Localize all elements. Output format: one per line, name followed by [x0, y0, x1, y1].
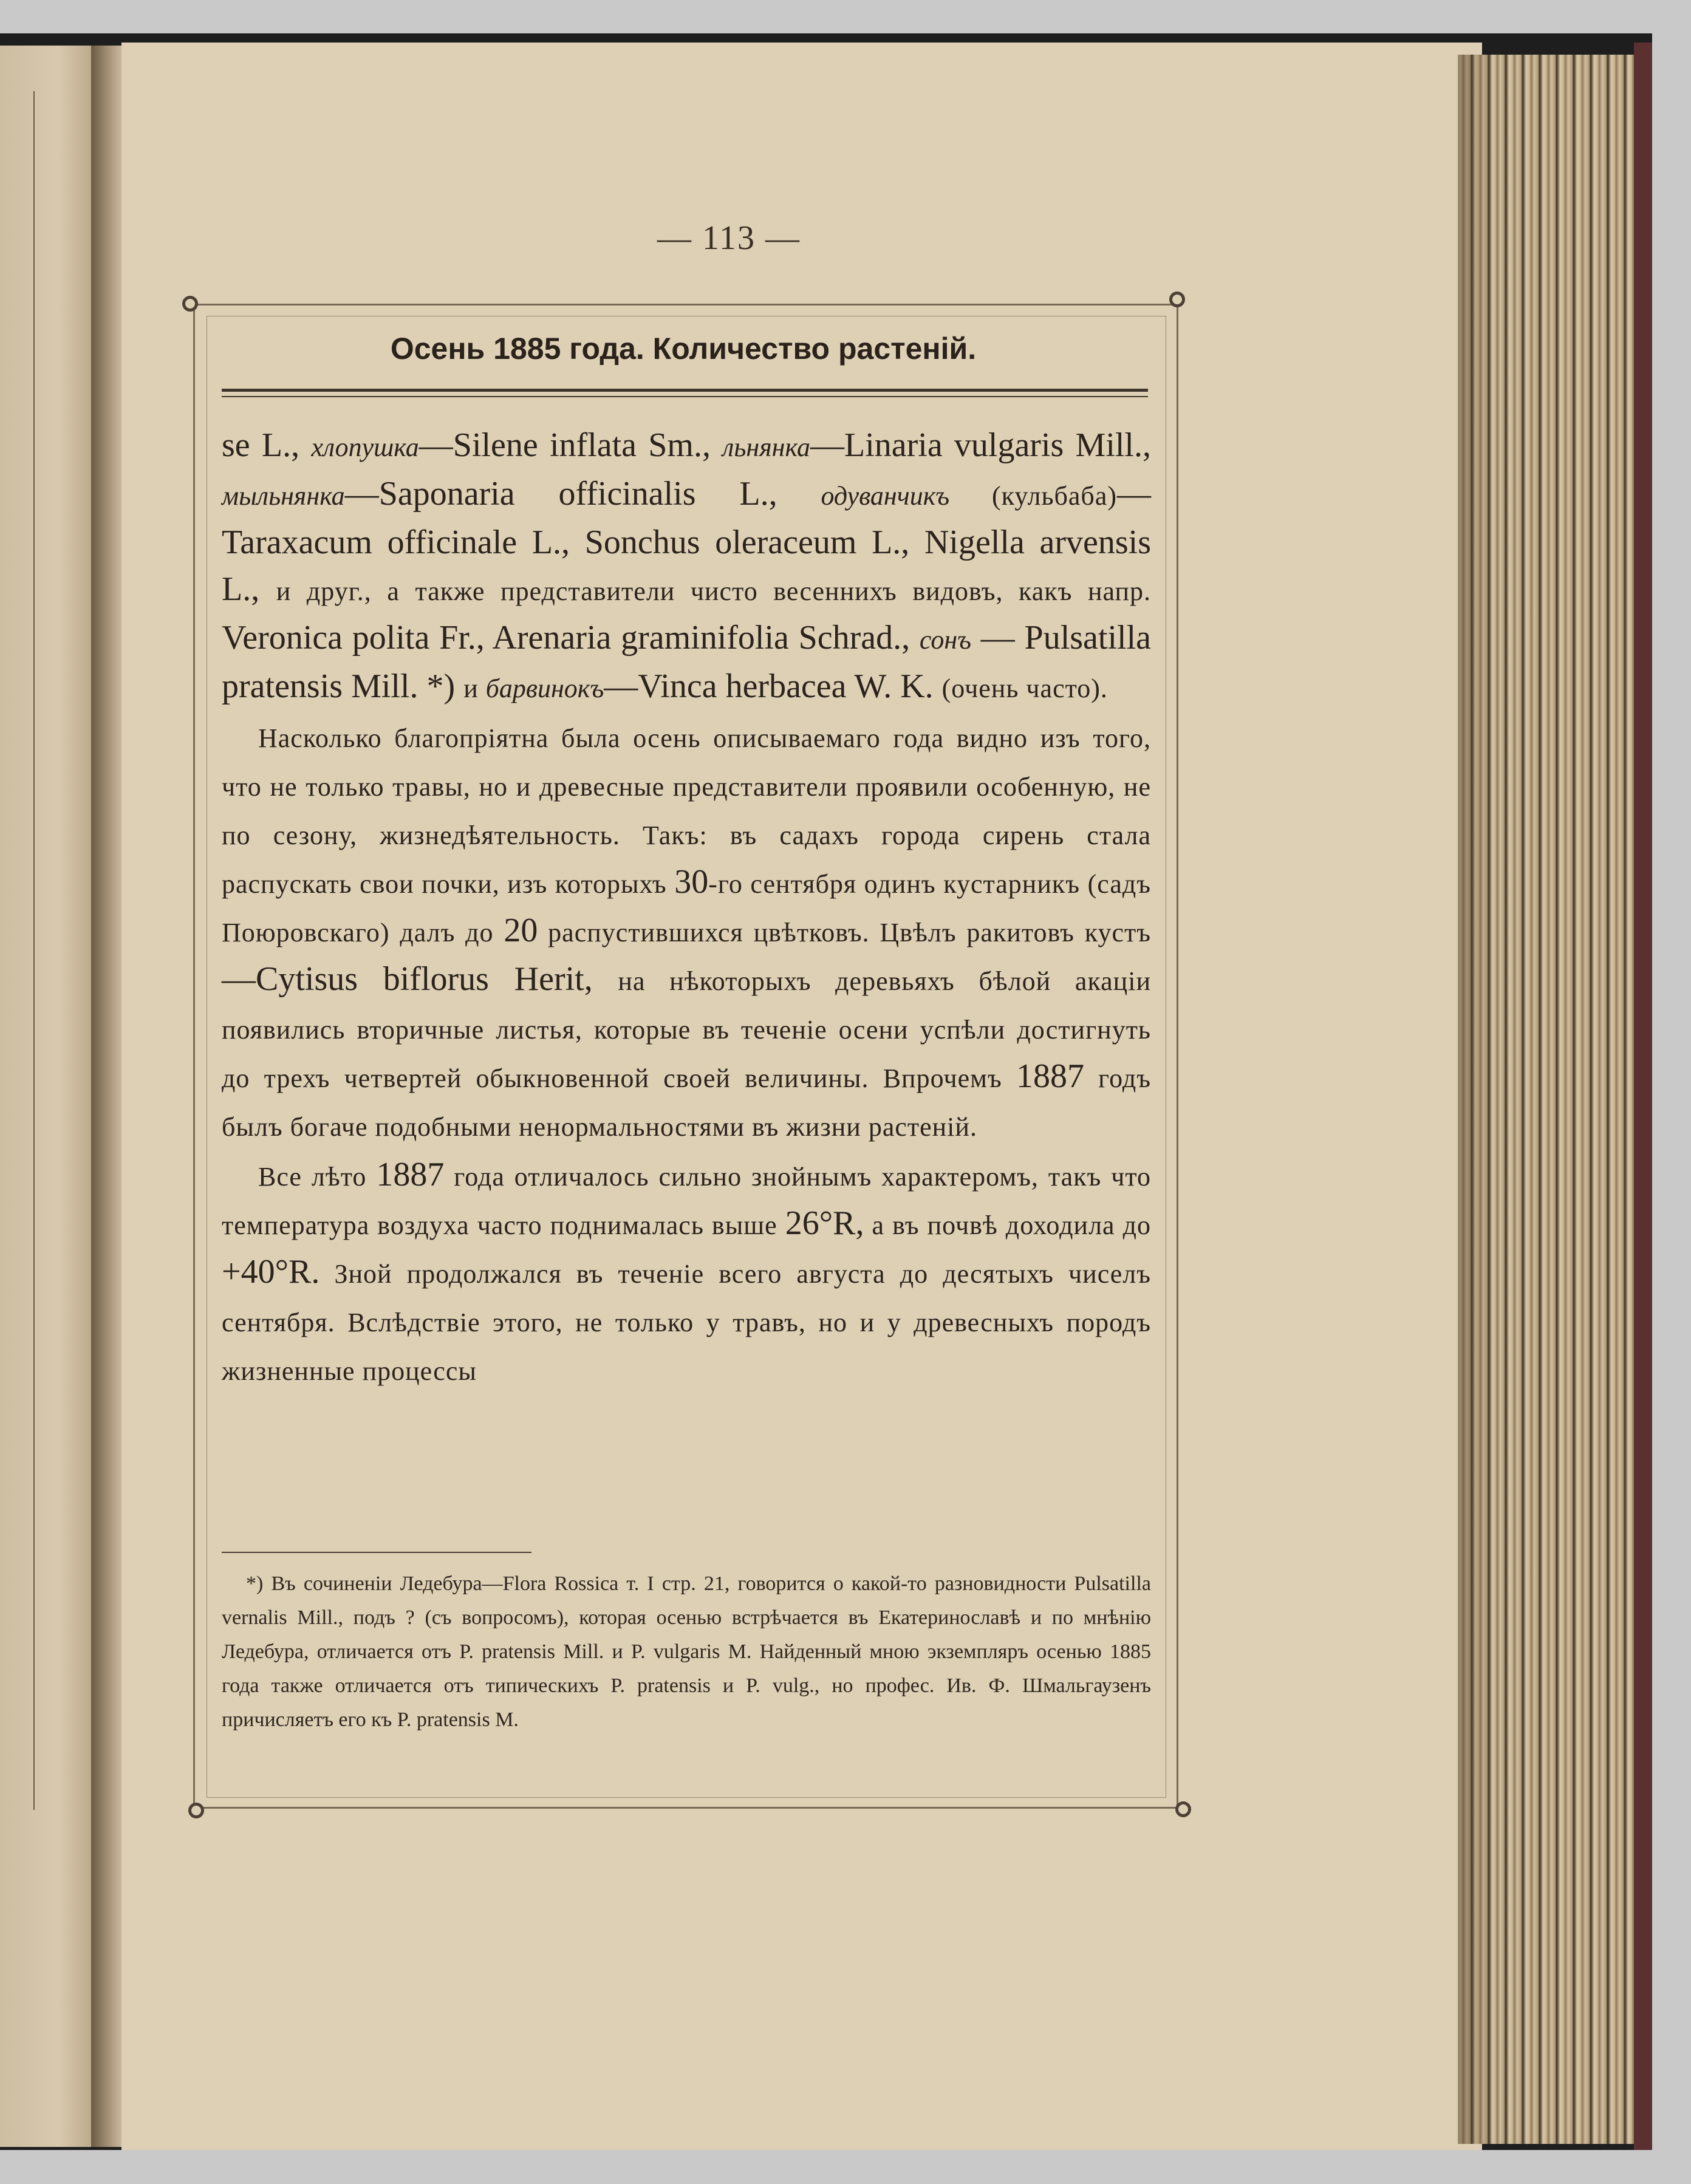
- text-run: а въ почвѣ доходила до: [864, 1210, 1151, 1240]
- left-page-edge: [0, 46, 97, 2147]
- body-text: [222, 422, 1151, 1394]
- text-run: 30: [674, 863, 709, 901]
- text-run: Veronica polita Fr., Arenaria graminifolia Schrad.,: [222, 619, 920, 657]
- text-run: Зной продолжался въ теченіе всего августа до десятыхъ чиселъ сентября. Вслѣдствіе этого, не только у травъ, но и у древесныхъ породъ жизненные процессы: [222, 1259, 1151, 1386]
- left-page-frame-line: [33, 91, 35, 1810]
- text-run: Все лѣто: [258, 1162, 377, 1192]
- footnote-text: *) Въ сочиненіи Ледебура—Flora Rossica т. I стр. 21, говорится о какой-то разновидности Pulsatilla vernalis Mill., подъ ? (съ вопросомъ), которая осенью встрѣчается въ Екатеринославѣ и по мнѣнію Ледебура, отличается отъ P. pratensis Mill. и P. vulgaris M. Найденный мною экземпляръ осенью 1885 года также отличается отъ типическихъ P. pratensis и P. vulg., но профес. Ив. Ф. Шмальгаузенъ причисляетъ его къ P. pratensis M.: [222, 1572, 1151, 1731]
- text-run: барвинокъ: [485, 674, 604, 703]
- text-run: 20: [504, 912, 538, 949]
- text-run: и друг., а также представители чисто весеннихъ видовъ, какъ напр.: [276, 576, 1151, 606]
- text-run: и: [463, 674, 486, 703]
- text-run: льнянка: [722, 432, 810, 462]
- text-run: —Taraxacum officinale L., Sonchus oleraceum L., Nigella arvensis L.,: [222, 475, 1151, 608]
- text-run: сонъ: [919, 625, 972, 655]
- text-run: (кульбаба): [949, 481, 1117, 511]
- text-run: —Linaria vulgaris Mill.,: [810, 426, 1151, 464]
- page-number: — 113 —: [657, 219, 801, 257]
- text-run: (очень часто).: [941, 674, 1108, 703]
- book-cover-edge: [1634, 43, 1652, 2150]
- text-run: годъ былъ богаче подобными ненормальностями въ жизни растеній.: [222, 1063, 1152, 1142]
- text-run: 1887: [376, 1156, 445, 1193]
- text-run: хлопушка: [311, 432, 419, 462]
- corner-ornament-icon: [1169, 292, 1185, 307]
- text-run: +40°R.: [222, 1253, 320, 1291]
- paragraph-summer-1887: [222, 1152, 1151, 1394]
- text-run: — Pulsatilla pratensis Mill. *): [222, 619, 1151, 705]
- footnote: [222, 1567, 1151, 1737]
- corner-ornament-icon: [182, 296, 198, 312]
- text-run: мыльнянка: [222, 481, 345, 511]
- paragraph-continued: [222, 422, 1151, 712]
- text-run: одуванчикъ: [821, 481, 950, 511]
- paragraph-autumn: [222, 713, 1151, 1150]
- corner-ornament-icon: [188, 1803, 204, 1818]
- page-edges-shadow: [1458, 55, 1494, 2144]
- text-run: 1887: [1016, 1057, 1084, 1095]
- text-run: года отличалось сильно знойнымъ характеромъ, такъ что температура воздуха часто поднималась выше: [222, 1162, 1151, 1240]
- corner-ornament-icon: [1175, 1801, 1191, 1817]
- heading-rule-thin: [222, 396, 1148, 397]
- text-run: —Saponaria officinalis L.,: [344, 475, 821, 513]
- text-run: se L.,: [222, 426, 312, 464]
- text-run: —Silene inflata Sm.,: [418, 426, 723, 464]
- section-heading: Осень 1885 года. Количество растеній.: [390, 332, 977, 366]
- heading-rule-thick: [222, 389, 1148, 392]
- text-run: распустившихся цвѣтковъ. Цвѣлъ ракитовъ кустъ: [538, 918, 1152, 947]
- footnote-rule: [222, 1552, 531, 1553]
- text-run: -го сентября одинъ кустарникъ (садъ Поюровскаго) далъ до: [222, 869, 1151, 947]
- text-run: Насколько благопріятна была осень описываемаго года видно изъ того, что не только травы, но и древесные представители проявили особенную, не по сезону, жизнедѣятельность. Такъ: въ садахъ города сирень стала распускать свои почки, изъ которыхъ: [222, 723, 1151, 899]
- text-run: 26°R,: [785, 1204, 864, 1242]
- text-run: на нѣкоторыхъ деревьяхъ бѣлой акаціи появились вторичные листья, которые въ теченіе осени успѣли достигнуть до трехъ четвертей обыкновенной своей величины. Впрочемъ: [222, 966, 1151, 1093]
- text-run: —Cytisus biflorus Herit,: [222, 960, 618, 998]
- text-run: —Vinca herbacea W. K.: [604, 667, 942, 705]
